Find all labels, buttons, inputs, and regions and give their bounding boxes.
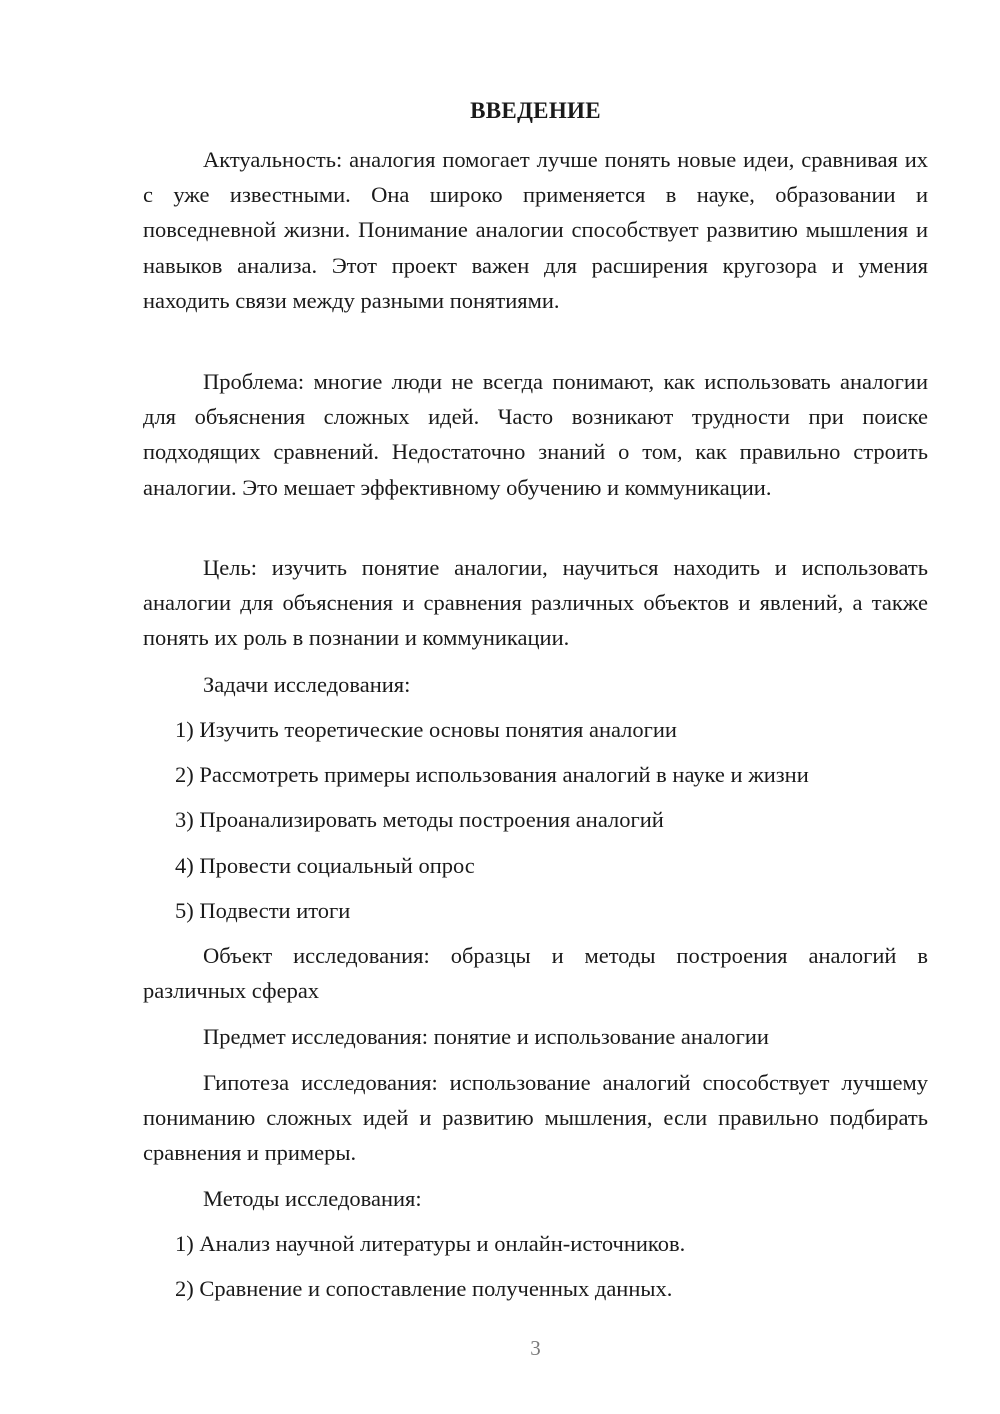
hypothesis-paragraph: Гипотеза исследования: использование аналогий способствует лучшему пониманию сложных идей и развитию мышления, если правильно подбирать сравнения и примеры.: [143, 1070, 928, 1166]
task-item: 3) Проанализировать методы построения аналогий: [175, 807, 664, 832]
problem-paragraph: Проблема: многие люди не всегда понимают, как использовать аналогии для объяснения сложных идей. Часто возникают трудности при поиске подходящих сравнений. Недостаточно знаний о том, как правильно строить аналогии. Это мешает эффективному обучению и коммуникации.: [143, 369, 928, 500]
page-number: 3: [530, 1336, 541, 1360]
methods-heading: Методы исследования:: [203, 1186, 422, 1211]
object-paragraph: Объект исследования: образцы и методы построения аналогий в различных сферах: [143, 943, 928, 1004]
task-item: 4) Провести социальный опрос: [175, 853, 475, 878]
task-item: 1) Изучить теоретические основы понятия аналогии: [175, 717, 677, 742]
method-item: 2) Сравнение и сопоставление полученных данных.: [175, 1276, 673, 1301]
task-item: 5) Подвести итоги: [175, 898, 351, 923]
goal-paragraph: Цель: изучить понятие аналогии, научиться находить и использовать аналогии для объяснения и сравнения различных объектов и явлений, а также понять их роль в познании и коммуникации.: [143, 555, 928, 651]
page-title: ВВЕДЕНИЕ: [470, 98, 601, 123]
document-page: [143, 0, 928, 1414]
task-item: 2) Рассмотреть примеры использования аналогий в науке и жизни: [175, 762, 809, 787]
relevance-paragraph: Актуальность: аналогия помогает лучше понять новые идеи, сравнивая их с уже известными. Она широко применяется в науке, образовании и повседневной жизни. Понимание аналогии способствует развитию мышления и навыков анализа. Этот проект важен для расширения кругозора и умения находить связи между разными понятиями.: [143, 147, 928, 313]
tasks-heading: Задачи исследования:: [203, 672, 411, 697]
subject-paragraph: Предмет исследования: понятие и использование аналогии: [203, 1024, 769, 1049]
method-item: 1) Анализ научной литературы и онлайн-источников.: [175, 1231, 686, 1256]
